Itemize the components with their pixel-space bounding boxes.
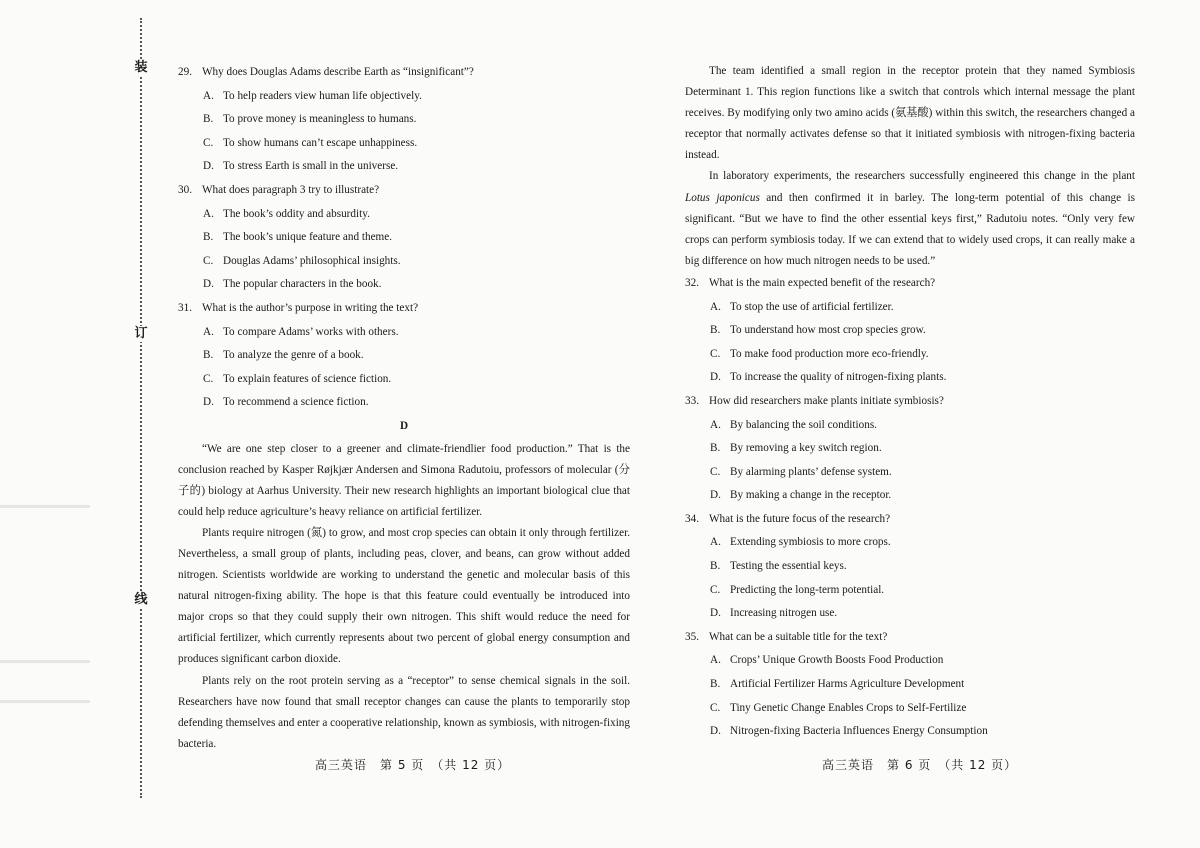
question-stem: What can be a suitable title for the text? [709, 630, 888, 643]
binding-char-xian: 线 [132, 592, 150, 608]
question-29 [178, 61, 630, 179]
page-6-column [685, 61, 1135, 744]
question-stem: How did researchers make plants initiate symbiosis? [709, 394, 944, 407]
option-c: C. To make food production more eco-friendly. [710, 347, 929, 360]
scan-artifact [0, 700, 90, 703]
option-c: C. To explain features of science fiction. [203, 372, 392, 385]
question-number: 29. [178, 66, 192, 78]
question-32 [685, 272, 1135, 390]
question-33 [685, 390, 1135, 508]
option-d: D. By making a change in the receptor. [710, 489, 892, 502]
passage-d-paragraph-4: The team identified a small region in the receptor protein that they named Symbiosis Determinant 1. This region functions like a switch that controls which internal message the plant receives. By modifying only two amino acids (氨基酸) within this switch, the researchers changed a receptor that normally activates defense so that it initiated symbiosis with nitrogen-fixing bacteria instead. [685, 65, 1135, 162]
option-c: C. Tiny Genetic Change Enables Crops to Self-Fertilize [710, 701, 967, 714]
option-a: A. By balancing the soil conditions. [710, 418, 877, 431]
option-c: C. Predicting the long-term potential. [710, 583, 885, 596]
question-number: 31. [178, 301, 192, 314]
species-name: Lotus japonicus [685, 191, 760, 204]
option-b: B. To analyze the genre of a book. [203, 349, 364, 362]
option-b: B. The book’s unique feature and theme. [203, 231, 392, 244]
option-a: A. Extending symbiosis to more crops. [710, 536, 891, 549]
option-b: B. Testing the essential keys. [710, 560, 847, 573]
option-c: C. By alarming plants’ defense system. [710, 465, 892, 478]
binding-char-zhuang: 装 [132, 60, 150, 76]
question-stem: What is the author’s purpose in writing the text? [202, 301, 419, 314]
page-footer-5: 高三英语 第 5 页 （共 12 页） [315, 758, 511, 772]
question-number: 33. [685, 394, 699, 407]
passage-d-paragraph-5: In laboratory experiments, the researchers successfully engineered this change in the plant Lotus japonicus and then confirmed it in barley. The long-term potential of this change is significant. “But we have to find the other essential keys first,” Radutoiu notes. “Only very few crops can perform symbiosis today. If we can extend that to widely used crops, it can really make a big difference on how much nitrogen needs to be used.” [685, 170, 1135, 267]
binding-dotted-line [140, 18, 142, 798]
option-d: D. To increase the quality of nitrogen-fixing plants. [710, 371, 947, 384]
question-number: 30. [178, 183, 192, 196]
option-c: C. Douglas Adams’ philosophical insights. [203, 254, 401, 267]
scan-artifact [0, 505, 90, 508]
question-number: 32. [685, 276, 699, 289]
question-35 [685, 626, 1135, 744]
question-stem: What does paragraph 3 try to illustrate? [202, 183, 380, 196]
scan-artifact [0, 660, 90, 663]
option-a: A. Crops’ Unique Growth Boosts Food Production [710, 654, 944, 667]
section-title-d: D [399, 419, 409, 432]
question-30 [178, 179, 630, 297]
option-d: D. To recommend a science fiction. [203, 396, 369, 409]
binding-char-ding: 订 [132, 326, 150, 342]
option-d: D. To stress Earth is small in the universe. [203, 160, 399, 173]
option-a: A. To stop the use of artificial fertilizer. [710, 300, 894, 313]
passage-d-paragraph-3: Plants rely on the root protein serving as a “receptor” to sense chemical signals in the soil. Researchers have now found that small receptor changes can cause the plants to temporarily stop defending themselves and enter a cooperative relationship, known as symbiosis, with nitrogen-fixing bacteria. [178, 674, 630, 750]
page-footer-6: 高三英语 第 6 页 （共 12 页） [822, 758, 1018, 772]
option-a: A. To help readers view human life objectively. [203, 89, 422, 102]
passage-d-paragraph-2: Plants require nitrogen (氮) to grow, and most crop species can obtain it only through fertilizer. Nevertheless, a small group of plants, including peas, clover, and beans, can grow without added nitrogen. Scientists worldwide are working to understand the genetic and molecular basis of this natural nitrogen-fixing ability. The hope is that this feature could eventually be introduced into major crops so that they could supply their own nitrogen. This shift would reduce the need for artificial fertilizer, which currently represents about two percent of global energy consumption and produces significant carbon dioxide. [178, 526, 630, 666]
question-number: 34. [685, 512, 699, 525]
question-number: 35. [685, 630, 699, 643]
question-34 [685, 508, 1135, 626]
passage-d-paragraph-1: “We are one step closer to a greener and climate-friendlier food production.” That is the conclusion reached by Kasper Røjkjær Andersen and Simona Radutoiu, professors of molecular (分子的) biology at Aarhus University. Their new research highlights an important biological clue that could help reduce agriculture’s heavy reliance on artificial fertilizer. [178, 442, 630, 518]
option-d: D. Increasing nitrogen use. [710, 607, 838, 620]
option-b: B. Artificial Fertilizer Harms Agriculture Development [710, 678, 965, 691]
option-c: C. To show humans can’t escape unhappiness. [203, 136, 418, 149]
option-b: B. To prove money is meaningless to humans. [203, 113, 417, 126]
option-a: A. To compare Adams’ works with others. [203, 325, 399, 338]
option-d: D. Nitrogen-fixing Bacteria Influences Energy Consumption [710, 725, 988, 738]
question-stem: What is the future focus of the research? [709, 512, 891, 525]
option-b: B. By removing a key switch region. [710, 442, 882, 455]
option-a: A. The book’s oddity and absurdity. [203, 207, 370, 220]
page-5-column [178, 61, 630, 755]
option-b: B. To understand how most crop species grow. [710, 324, 926, 337]
question-stem: What is the main expected benefit of the research? [709, 276, 936, 289]
question-stem: Why does Douglas Adams describe Earth as “insignificant”? [202, 66, 474, 78]
option-d: D. The popular characters in the book. [203, 278, 382, 291]
question-31 [178, 297, 630, 415]
